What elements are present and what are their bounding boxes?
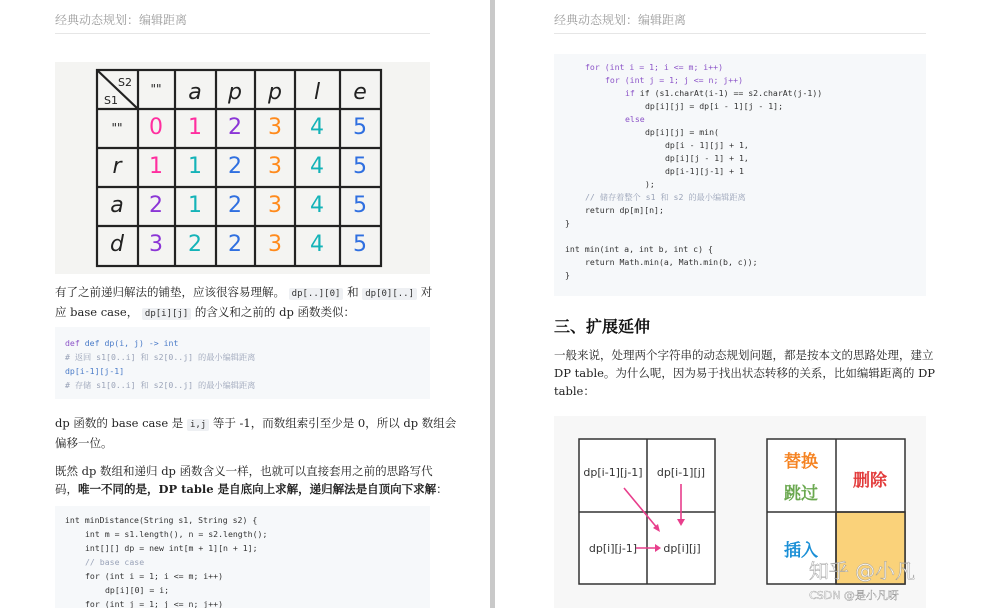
code-line: else	[625, 114, 645, 124]
code-line: # 返回 s1[0..i] 和 s2[0..j] 的最小编辑距离	[65, 352, 256, 362]
dp-cell: 5	[353, 193, 367, 218]
dp-cell: 2	[228, 193, 242, 218]
col-header-5: e	[353, 80, 367, 105]
paragraph-extend: 一般来说，处理两个字符串的动态规划问题，都是按本文的思路处理，建立 DP table。为什么呢，因为易于找出状态转移的关系，比如编辑距离的 DP table：	[554, 348, 936, 398]
label-insert: 插入	[784, 541, 818, 561]
inline-code-dp-row0: dp[0][..]	[362, 288, 417, 300]
cell-dp-i1-j1: dp[i-1][j-1]	[583, 466, 643, 479]
code-line: for (int i = 1; i <= m; i++)	[85, 571, 224, 581]
code-line: def def dp(i, j) -> int	[65, 338, 179, 348]
inline-code-dp-col0: dp[..][0]	[289, 288, 344, 300]
dp-cell: 1	[188, 154, 202, 179]
label-delete: 删除	[853, 471, 887, 491]
code-line: // base case	[85, 557, 145, 567]
label-replace: 替换	[784, 452, 818, 472]
code-line: }	[565, 270, 570, 280]
code-line: # 存储 s1[0..i] 和 s2[0..j] 的最小编辑距离	[65, 380, 256, 390]
code-line: for (int j = 1; j <= n; j++)	[605, 75, 744, 85]
code-line: dp[i][0] = i;	[105, 585, 170, 595]
col-header-4: l	[313, 80, 321, 105]
left-header-rule	[55, 33, 430, 34]
dp-cell: 3	[149, 232, 163, 257]
dp-cell: 0	[149, 115, 163, 140]
code-line: );	[645, 179, 655, 189]
right-header-title: 经典动态规划：编辑距离	[554, 13, 687, 27]
row-label-3: d	[110, 232, 124, 257]
dp-cell: 5	[353, 232, 367, 257]
code-line: if if (s1.charAt(i-1) == s2.charAt(j-1))	[625, 88, 823, 98]
row-label-1: r	[112, 154, 122, 179]
paragraph-3: 既然 dp 数组和递归 dp 函数含义一样，也就可以直接套用之前的思路写代 码，唯一不同的是，DP table 是自底向上求解，递归解法是自顶向下求解：	[55, 464, 448, 496]
code-line: dp[i][j] = min(	[645, 127, 719, 137]
row-label-2: a	[110, 193, 124, 218]
dp-cell: 5	[353, 154, 367, 179]
code-line: return dp[m][n];	[585, 205, 664, 215]
cell-dp-i1-j: dp[i-1][j]	[656, 466, 706, 479]
code-line: dp[i][j - 1] + 1,	[665, 153, 749, 163]
col-header-2: p	[228, 80, 242, 105]
watermark-csdn: CSDN @是小凡呀	[809, 589, 899, 602]
code-line: int[][] dp = new int[m + 1][n + 1];	[85, 543, 258, 553]
dp-cell: 3	[268, 193, 282, 218]
code-line: for (int j = 1; j <= n; j++)	[85, 599, 224, 608]
left-page	[0, 0, 490, 608]
code-block-1	[55, 327, 430, 399]
col-header-1: a	[188, 80, 202, 105]
dp-cell: 1	[149, 154, 163, 179]
dp-cell: 5	[353, 115, 367, 140]
code-line: return Math.min(a, Math.min(b, c));	[585, 257, 758, 267]
col-header-0: ""	[150, 82, 162, 96]
dp-cell: 4	[310, 115, 324, 140]
code-line: int min(int a, int b, int c) {	[565, 244, 713, 254]
dp-cell: 4	[310, 154, 324, 179]
dp-cell: 1	[188, 193, 202, 218]
corner-s1: S1	[104, 94, 118, 107]
row-label-0: ""	[111, 121, 123, 135]
left-header-title: 经典动态规划：编辑距离	[55, 13, 188, 27]
dp-cell: 4	[310, 193, 324, 218]
dp-cell: 2	[149, 193, 163, 218]
code-line: dp[i - 1][j] + 1,	[665, 140, 749, 150]
dp-cell: 2	[228, 232, 242, 257]
label-skip: 跳过	[784, 484, 818, 504]
dp-cell: 1	[188, 115, 202, 140]
dp-cell: 4	[310, 232, 324, 257]
code-line: }	[565, 218, 570, 228]
col-header-3: p	[268, 80, 282, 105]
dp-cell: 3	[268, 115, 282, 140]
code-line: for (int i = 1; i <= m; i++)	[585, 62, 724, 72]
cell-dp-i-j: dp[i][j]	[663, 542, 701, 555]
dp-table-image	[55, 62, 430, 274]
corner-s2: S2	[118, 76, 132, 89]
code-line: int minDistance(String s1, String s2) {	[65, 515, 258, 525]
dp-cell: 2	[228, 154, 242, 179]
cell-dp-i-j1: dp[i][j-1]	[588, 542, 638, 555]
inline-code-ij: i,j	[187, 419, 209, 431]
right-page	[495, 0, 982, 608]
section-title: 三、扩展延伸	[554, 317, 651, 336]
dp-cell: 2	[228, 115, 242, 140]
paragraph-2: dp 函数的 base case 是 i,j 等于 -1，而数组索引至少是 0，所以 dp 数组会 偏移一位。	[55, 416, 457, 450]
code-line: // 储存着整个 s1 和 s2 的最小编辑距离	[585, 192, 746, 202]
watermark-zhihu: 知乎 @小凡	[808, 559, 916, 583]
inline-code-dp-ij: dp[i][j]	[142, 308, 191, 320]
dp-transition-diagram	[554, 416, 926, 608]
code-block-3	[554, 54, 926, 296]
paragraph-1: 有了之前递归解法的铺垫，应该很容易理解。 dp[..][0] 和 dp[0][..] 对 应 base case， dp[i][j] 的含义和之前的 dp 函数类似：	[55, 285, 433, 319]
code-line: dp[i-1][j-1] + 1	[665, 166, 744, 176]
dp-cell: 3	[268, 154, 282, 179]
dp-cell: 3	[268, 232, 282, 257]
code-line: dp[i-1][j-1]	[65, 366, 125, 376]
code-block-2	[55, 506, 430, 608]
right-header-rule	[554, 33, 926, 34]
code-line: int m = s1.length(), n = s2.length();	[85, 529, 268, 539]
dp-cell: 2	[188, 232, 202, 257]
code-line: dp[i][j] = dp[i - 1][j - 1];	[645, 101, 784, 111]
